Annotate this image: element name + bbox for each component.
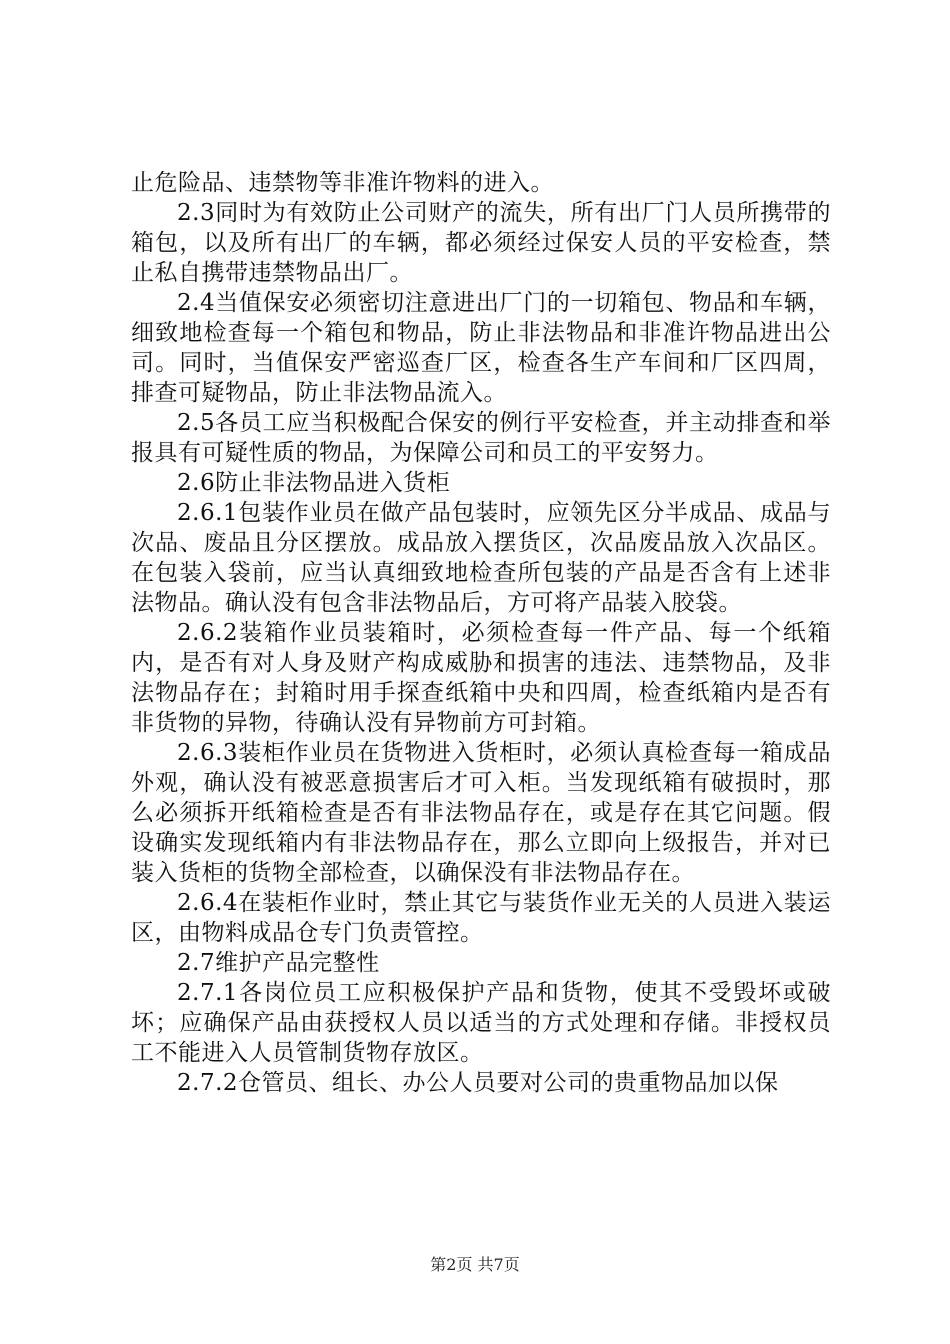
heading-2-7: 2.7维护产品完整性 [177,950,380,976]
paragraph-2-6-4: 2.6.4在装柜作业时，禁止其它与装货作业无关的人员进入装运区，由物料成品仓专门负责管控。 [131,890,831,946]
paragraph-2-4: 2.4当值保安必须密切注意进出厂门的一切箱包、物品和车辆，细致地检查每一个箱包和物品，防止非法物品和非准许物品进出公司。同时，当值保安严密巡查厂区，检查各生产车间和厂区四周，排查可疑物品，防止非法物品流入。 [131,290,831,406]
paragraph-2-6-3: 2.6.3装柜作业员在货物进入货柜时，必须认真检查每一箱成品外观，确认没有被恶意损害后才可入柜。当发现纸箱有破损时，那么必须拆开纸箱检查是否有非法物品存在，或是存在其它问题。假设确实发现纸箱内有非法物品存在，那么立即向上级报告，并对已装入货柜的货物全部检查，以确保没有非法物品存在。 [131,740,831,886]
paragraph-2-7-2: 2.7.2仓管员、组长、办公人员要对公司的贵重物品加以保 [177,1070,779,1096]
document-body [131,168,831,1098]
page-number-footer: 第2页 共7页 [430,1255,520,1274]
paragraph-2-6-1: 2.6.1包装作业员在做产品包装时，应领先区分半成品、成品与次品、废品且分区摆放。成品放入摆货区，次品废品放入次品区。在包装入袋前，应当认真细致地检查所包装的产品是否含有上述非法物品。确认没有包含非法物品后，方可将产品装入胶袋。 [131,500,831,616]
heading-2-6: 2.6防止非法物品进入货柜 [177,470,451,496]
paragraph-2-6-2: 2.6.2装箱作业员装箱时，必须检查每一件产品、每一个纸箱内，是否有对人身及财产构成威胁和损害的违法、违禁物品，及非法物品存在；封箱时用手探查纸箱中央和四周，检查纸箱内是否有非货物的异物，待确认没有异物前方可封箱。 [131,620,831,736]
paragraph-2-3: 2.3同时为有效防止公司财产的流失，所有出厂门人员所携带的箱包，以及所有出厂的车辆，都必须经过保安人员的平安检查，禁止私自携带违禁物品出厂。 [131,200,831,286]
paragraph-2-7-1: 2.7.1各岗位员工应积极保护产品和货物，使其不受毁坏或破坏；应确保产品由获授权人员以适当的方式处理和存储。非授权员工不能进入人员管制货物存放区。 [131,980,831,1066]
paragraph-2-5: 2.5各员工应当积极配合保安的例行平安检查，并主动排查和举报具有可疑性质的物品，为保障公司和员工的平安努力。 [131,410,831,466]
paragraph-continuation: 止危险品、违禁物等非准许物料的进入。 [131,170,554,196]
